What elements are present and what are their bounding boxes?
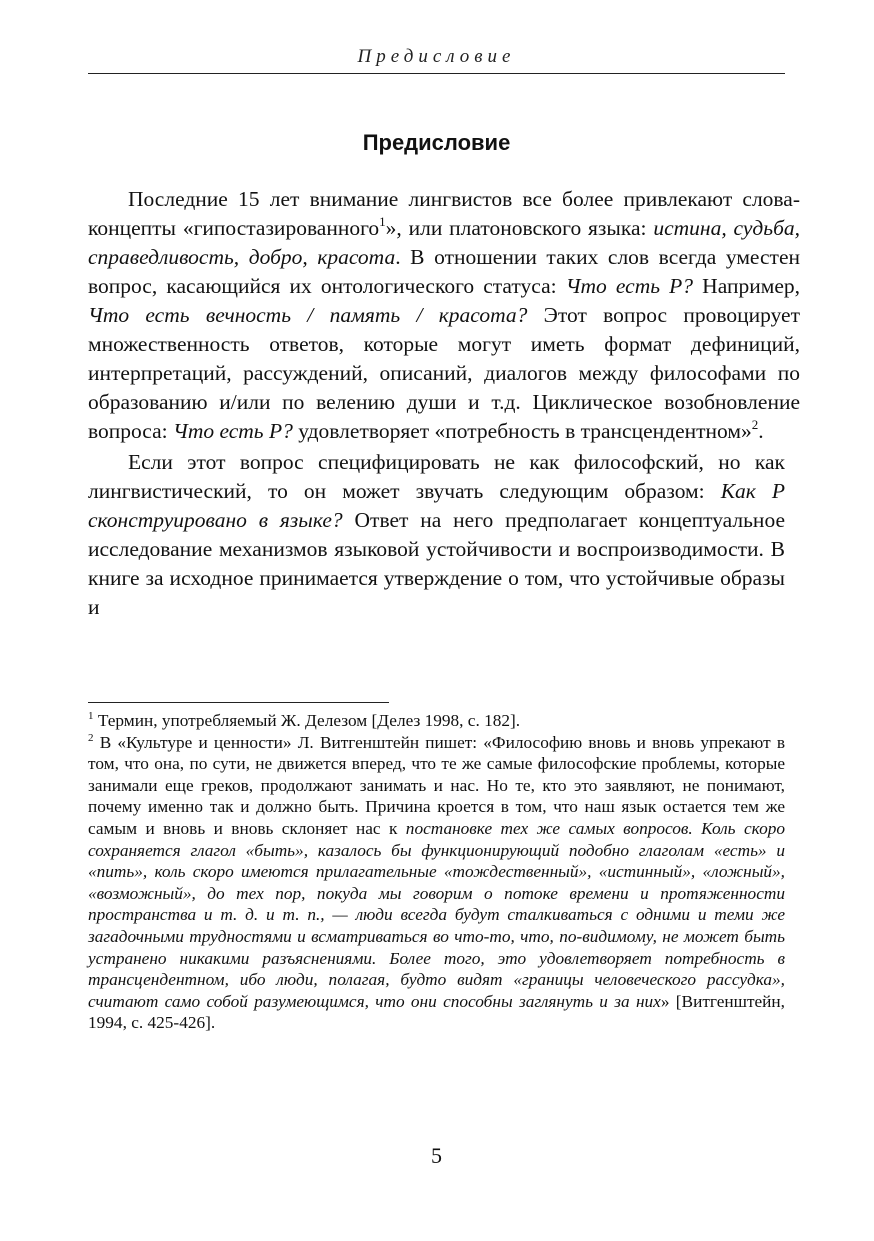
footnote-ref-2[interactable]: 2	[751, 417, 759, 432]
text-run: », или платоновского языка:	[385, 216, 654, 240]
text-run: удовлетворяет «потребность в трансцендентном»	[292, 419, 752, 443]
paragraph-2	[88, 448, 785, 622]
text-run: . В отношении таких слов всегда уместен вопрос, касающийся их онтологического статуса:	[88, 245, 800, 298]
text-run: .	[758, 419, 764, 443]
italic-run: Как Р сконструировано в языке?	[88, 479, 785, 532]
italic-run: Что есть Р?	[173, 419, 293, 443]
header-rule	[88, 73, 785, 74]
italic-run: постановке тех же самых вопросов. Коль скоро сохраняется глагол «быть», казалось бы функционирующий подобно глаголам «есть» и «пить», коль скоро имеются прилагательные «тождественный», «истинный», «ложный», «возможный», до тех пор, покуда мы говорим о потоке времени и протяженности пространства и т. д. и т. п., — люди всегда будут сталкиваться с одними и теми же загадочными трудностями и всматриваться во что-то, что, по-видимому, не может быть устранено никакими разъяснениями. Более того, это удовлетворяет потребность в трансцендентном, ибо люди, полагая, будто видят «границы человеческого рассудка», считают само собой разумеющимся, что они способны заглянуть и за них	[88, 818, 785, 1011]
footnotes	[88, 710, 785, 1034]
text-run: Например,	[693, 274, 800, 298]
footnote-mark-1: 1	[88, 710, 94, 722]
italic-run: Что есть Р?	[565, 274, 694, 298]
footnote-2	[88, 732, 785, 1034]
footnote-separator	[88, 702, 389, 703]
footnote-ref-1[interactable]: 1	[379, 214, 386, 229]
running-head: Предисловие	[357, 46, 516, 67]
page-number: 5	[431, 1143, 442, 1168]
text-run: Если этот вопрос специфицировать не как философский, но как лингвистический, то он может звучать следующим образом:	[88, 450, 785, 503]
text-run: Последние 15 лет внимание лингвистов все более привлекают слова-концепты «гипостазированного	[88, 187, 800, 240]
text-run: Ответ на него предполагает концептуальное исследование механизмов языковой устойчивости и воспроизводимости. В книге за исходное принимается утверждение о том, что устойчивые образы и	[88, 508, 785, 619]
footnote-1-text: Термин, употребляемый Ж. Делезом [Делез 1998, с. 182].	[93, 711, 521, 730]
italic-run: истина, судьба, справедливость, добро, красота	[88, 216, 801, 269]
page-title: Предисловие	[362, 130, 511, 155]
body-text	[88, 185, 800, 622]
text-run: В «Культуре и ценности» Л. Витгенштейн пишет: «Философию вновь и вновь упрекают в том, что она, по сути, не движется вперед, что те же самые философские проблемы, которые занимали еще греков, продолжают занимать и нас. Но те, кто это заявляют, не понимают, почему именно так и должно быть. Причина кроется в том, что наш язык остается тем же самым и вновь и вновь склоняет нас к	[88, 732, 785, 838]
paragraph-1	[88, 185, 800, 446]
footnote-1	[88, 710, 785, 732]
text-run: » [Витгенштейн, 1994, с. 425-426].	[88, 991, 785, 1033]
italic-run: Что есть вечность / память / красота?	[88, 303, 528, 327]
footnote-mark-2: 2	[88, 731, 94, 744]
text-run: Этот вопрос провоцирует множественность ответов, которые могут иметь формат дефиниций, интерпретаций, рассуждений, описаний, диалогов между философами по образованию и/или по велению души и т.д. Циклическое возобновление вопроса:	[88, 303, 800, 443]
